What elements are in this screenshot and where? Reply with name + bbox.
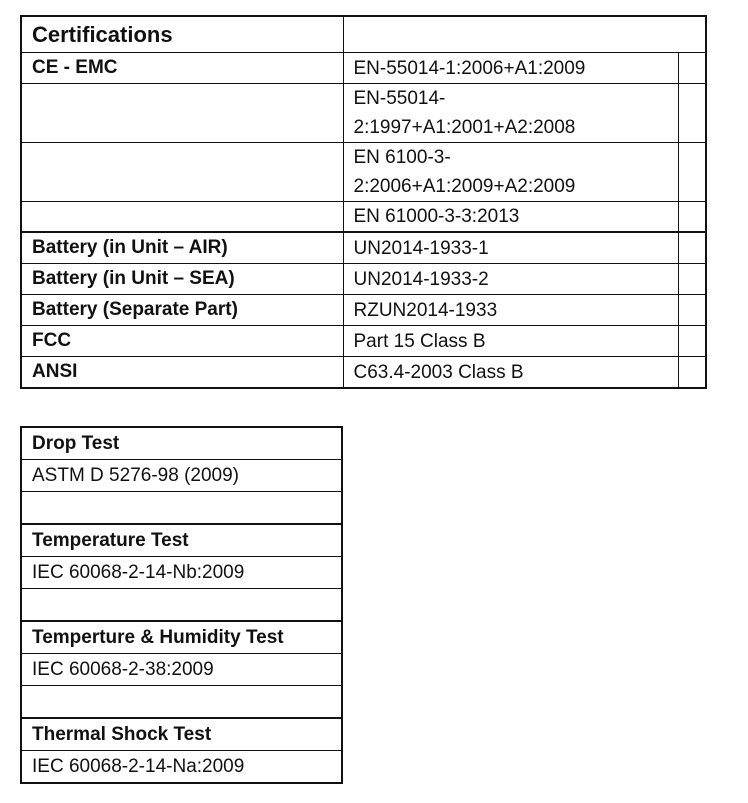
empty-label-cell — [21, 202, 343, 233]
humidity-test-value: IEC 60068-2-38:2009 — [21, 654, 342, 686]
humidity-test-title: Temperture & Humidity Test — [21, 621, 342, 654]
temperature-test-value: IEC 60068-2-14-Nb:2009 — [21, 557, 342, 589]
ansi-value: C63.4-2003 Class B — [343, 357, 678, 389]
ansi-label: ANSI — [21, 357, 343, 389]
thermal-shock-test-title: Thermal Shock Test — [21, 718, 342, 751]
gap-row — [21, 686, 342, 719]
spacer-cell — [678, 295, 706, 326]
spacer-cell — [678, 232, 706, 264]
certifications-table — [20, 15, 707, 389]
fcc-label: FCC — [21, 326, 343, 357]
battery-separate-value: RZUN2014-1933 — [343, 295, 678, 326]
ce-emc-value-3 — [343, 143, 678, 202]
ce-emc-value-2 — [343, 84, 678, 143]
temperature-test-title: Temperature Test — [21, 524, 342, 557]
spacer-cell — [678, 357, 706, 389]
gap-row — [21, 589, 342, 622]
spacer-cell — [678, 84, 706, 143]
thermal-shock-test-value: IEC 60068-2-14-Na:2009 — [21, 751, 342, 784]
spacer-cell — [678, 53, 706, 84]
battery-air-label: Battery (in Unit – AIR) — [21, 232, 343, 264]
certifications-header: Certifications — [21, 16, 343, 53]
drop-test-title: Drop Test — [21, 427, 342, 460]
ce-emc-value-3-line-1: EN 6100-3- — [353, 147, 451, 168]
ce-emc-value-1: EN-55014-1:2006+A1:2009 — [343, 53, 678, 84]
spacer-cell — [678, 264, 706, 295]
header-empty-cell — [343, 16, 706, 53]
spacer-cell — [678, 143, 706, 202]
battery-sea-value: UN2014-1933-2 — [343, 264, 678, 295]
ce-emc-value-3-line-2: 2:2006+A1:2009+A2:2009 — [353, 176, 576, 197]
drop-test-value: ASTM D 5276-98 (2009) — [21, 460, 342, 492]
ce-emc-value-2-line-1: EN-55014- — [353, 88, 446, 109]
spacer-cell — [678, 202, 706, 233]
ce-emc-label: CE - EMC — [21, 53, 343, 84]
battery-separate-label: Battery (Separate Part) — [21, 295, 343, 326]
spacer-cell — [678, 326, 706, 357]
ce-emc-value-4: EN 61000-3-3:2013 — [343, 202, 678, 233]
battery-air-value: UN2014-1933-1 — [343, 232, 678, 264]
gap-row — [21, 492, 342, 525]
empty-label-cell — [21, 84, 343, 143]
empty-label-cell — [21, 143, 343, 202]
fcc-value: Part 15 Class B — [343, 326, 678, 357]
ce-emc-value-2-line-2: 2:1997+A1:2001+A2:2008 — [353, 117, 576, 138]
tests-table — [20, 426, 343, 784]
battery-sea-label: Battery (in Unit – SEA) — [21, 264, 343, 295]
